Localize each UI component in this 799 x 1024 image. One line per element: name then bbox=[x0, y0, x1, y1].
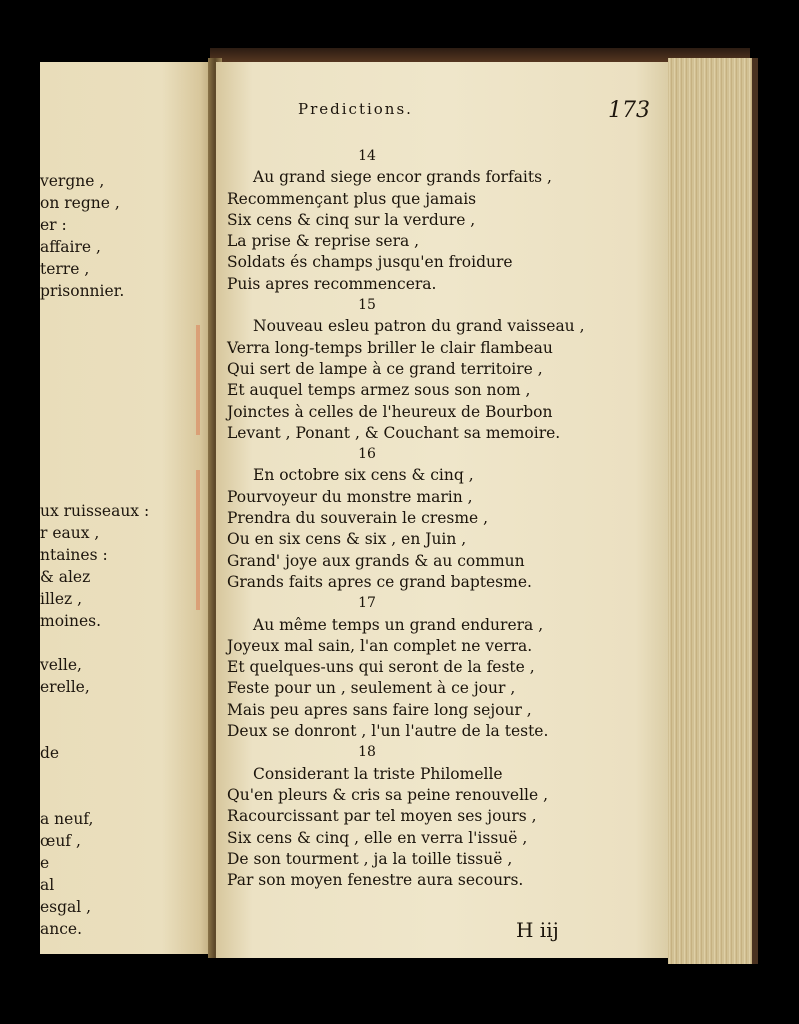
left-page-line: al bbox=[40, 876, 55, 894]
left-page-line: terre , bbox=[40, 260, 90, 278]
left-page-line bbox=[40, 456, 149, 478]
verse-line: Grand' joye aux grands & au commun bbox=[227, 551, 525, 570]
left-page-line: ux ruisseaux : bbox=[40, 502, 150, 520]
quatrain-number: 14 bbox=[358, 148, 376, 164]
poem-text bbox=[227, 146, 647, 891]
verse-line: Joyeux mal sain, l'an complet ne verra. bbox=[227, 636, 533, 655]
left-page-line bbox=[40, 698, 149, 720]
verse-line: Recommençant plus que jamais bbox=[227, 189, 477, 208]
left-page-line: affaire , bbox=[40, 238, 101, 256]
left-page-line: de bbox=[40, 744, 60, 762]
verse-line: Considerant la triste Philomelle bbox=[253, 764, 503, 783]
verse-line: Prendra du souverain le cresme , bbox=[227, 509, 489, 528]
left-page-line: ntaines : bbox=[40, 546, 108, 564]
quatrain-number: 17 bbox=[358, 595, 376, 612]
left-page-line: moines. bbox=[40, 612, 102, 630]
verse-line: Joinctes à celles de l'heureux de Bourbon bbox=[227, 402, 553, 421]
verse-line: Levant , Ponant , & Couchant sa memoire. bbox=[227, 423, 561, 442]
quatrain-number: 18 bbox=[358, 744, 376, 761]
left-page-line bbox=[40, 478, 149, 500]
left-page-line bbox=[40, 390, 149, 412]
left-page-line: r eaux , bbox=[40, 524, 100, 542]
left-page-line bbox=[40, 720, 149, 742]
quatrain-number: 15 bbox=[358, 297, 376, 314]
left-page-line bbox=[40, 324, 149, 346]
red-ink-mark bbox=[196, 470, 200, 610]
verse-line: Qu'en pleurs & cris sa peine renouvelle , bbox=[227, 785, 549, 804]
left-page-line: velle, bbox=[40, 656, 82, 674]
left-page-line bbox=[40, 764, 149, 786]
verse-line: Ou en six cens & six , en Juin , bbox=[227, 530, 467, 549]
left-page-line bbox=[40, 302, 149, 324]
verse-line: Puis apres recommencera. bbox=[227, 274, 437, 293]
left-page-line: esgal , bbox=[40, 898, 92, 916]
left-page bbox=[40, 62, 214, 954]
left-page-line: prisonnier. bbox=[40, 282, 125, 300]
left-page-line: erelle, bbox=[40, 678, 90, 696]
left-page-line bbox=[40, 786, 149, 808]
verse-line: Mais peu apres sans faire long sejour , bbox=[227, 700, 532, 719]
left-page-line: illez , bbox=[40, 590, 83, 608]
left-page-line bbox=[40, 434, 149, 456]
left-page-line: e bbox=[40, 854, 50, 872]
left-page-line: er : bbox=[40, 216, 67, 234]
left-page-line: on regne , bbox=[40, 194, 120, 212]
verse-line: Et auquel temps armez sous son nom , bbox=[227, 381, 531, 400]
verse-line: Au grand siege encor grands forfaits , bbox=[253, 168, 552, 187]
verse-line: Nouveau esleu patron du grand vaisseau , bbox=[253, 317, 585, 336]
verse-line: Soldats és champs jusqu'en froidure bbox=[227, 253, 513, 272]
left-page-line bbox=[40, 632, 149, 654]
verse-line: Pourvoyeur du monstre marin , bbox=[227, 487, 473, 506]
verse-line: Grands faits apres ce grand baptesme. bbox=[227, 572, 532, 591]
verse-line: Racourcissant par tel moyen ses jours , bbox=[227, 807, 537, 826]
left-page-line: ance. bbox=[40, 920, 83, 938]
verse-line: De son tourment , ja la toille tissuë , bbox=[227, 849, 513, 868]
left-page-line bbox=[40, 368, 149, 390]
signature-mark: H iij bbox=[516, 918, 559, 942]
left-page-line: vergne , bbox=[40, 172, 105, 190]
verse-line: Et quelques-uns qui seront de la feste , bbox=[227, 658, 535, 677]
left-page-line: & alez bbox=[40, 568, 91, 586]
verse-line: La prise & reprise sera , bbox=[227, 232, 420, 251]
page-number: 173 bbox=[608, 98, 650, 123]
left-page-line bbox=[40, 346, 149, 368]
page-edges bbox=[668, 58, 758, 964]
verse-line: Deux se donront , l'un l'autre de la teste. bbox=[227, 722, 549, 741]
verse-line: Six cens & cinq , elle en verra l'issuë , bbox=[227, 828, 528, 847]
running-head: Predictions. bbox=[298, 100, 413, 118]
verse-line: Verra long-temps briller le clair flambeau bbox=[227, 338, 553, 357]
verse-line: Six cens & cinq sur la verdure , bbox=[227, 210, 476, 229]
left-page-line bbox=[40, 412, 149, 434]
verse-line: En octobre six cens & cinq , bbox=[253, 466, 474, 485]
verse-line: Feste pour un , seulement à ce jour , bbox=[227, 679, 516, 698]
verse-line: Qui sert de lampe à ce grand territoire , bbox=[227, 359, 543, 378]
left-page-line: a neuf, bbox=[40, 810, 94, 828]
left-page-line: œuf , bbox=[40, 832, 81, 850]
verse-line: Au même temps un grand endurera , bbox=[253, 615, 544, 634]
red-ink-mark bbox=[196, 325, 200, 435]
left-page-text bbox=[40, 170, 149, 940]
verse-line: Par son moyen fenestre aura secours. bbox=[227, 871, 524, 890]
quatrain-number: 16 bbox=[358, 446, 376, 463]
